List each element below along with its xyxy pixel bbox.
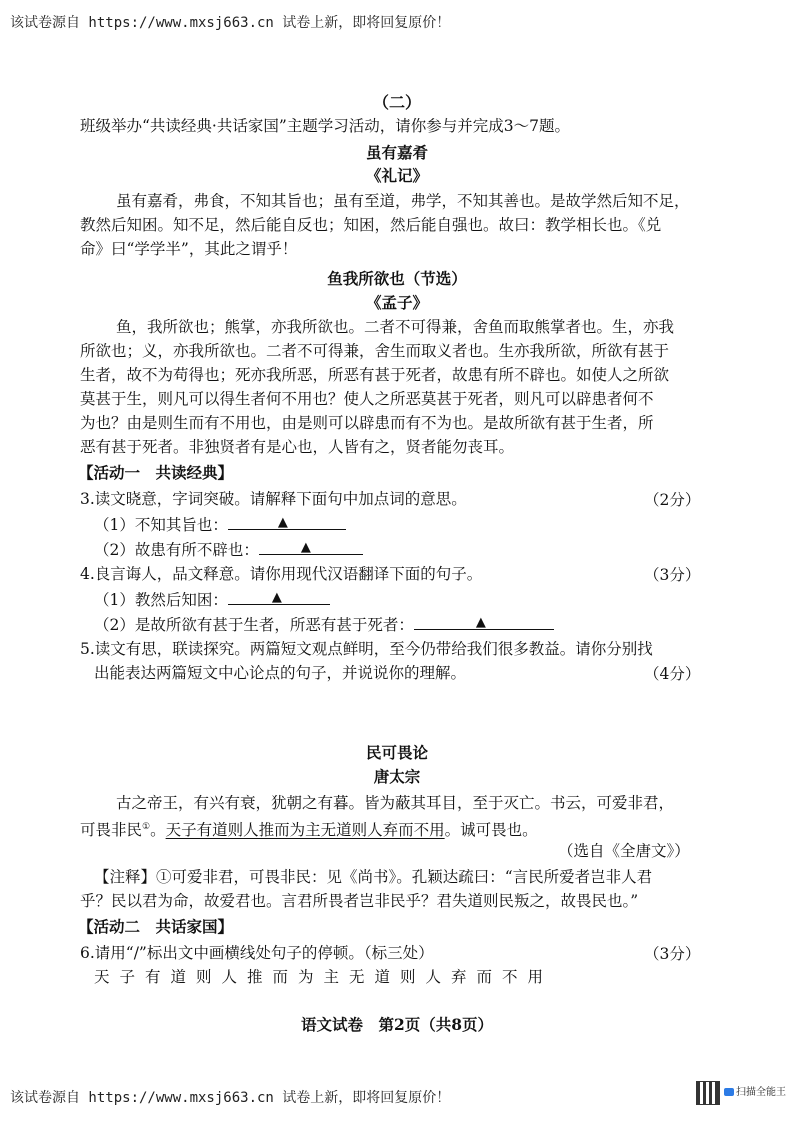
text2-author: 《孟子》 bbox=[365, 293, 428, 312]
qr-code-icon bbox=[696, 1081, 720, 1105]
text3-line-2: 可畏非民①。天子有道则人推而为主无道则人弃而不用。诚可畏也。 bbox=[80, 821, 538, 840]
activity1-heading: 【活动一 共读经典】 bbox=[78, 463, 234, 482]
triangle-marker-icon: ▲ bbox=[277, 515, 288, 530]
triangle-marker-icon: ▲ bbox=[271, 590, 282, 605]
page-footer: 语文试卷 第2页（共8页） bbox=[300, 1015, 494, 1034]
text1-line: 虽有嘉肴，弗食，不知其旨也；虽有至道，弗学，不知其善也。是故学然后知不足， bbox=[116, 192, 690, 210]
text1-line: 教然后知困。知不足，然后能自反也；知困，然后能自强也。故曰：教学相长也。《兑 bbox=[80, 216, 662, 234]
scanner-brand: 扫描全能王 bbox=[724, 1083, 786, 1098]
watermark-top: 该试卷源自 https://www.mxsj663.cn 试卷上新，即将回复原价！ bbox=[10, 15, 451, 31]
answer-blank[interactable] bbox=[414, 613, 554, 630]
text3-source: （选自《全唐文》） bbox=[558, 842, 690, 860]
text1-title: 虽有嘉肴 bbox=[365, 143, 428, 162]
watermark-bottom: 该试卷源自 https://www.mxsj663.cn 试卷上新，即将回复原价！ bbox=[10, 1090, 451, 1106]
text3-note-1: 【注释】①可爱非君，可畏非民：见《尚书》。孔颖达疏曰：“言民所爱者岂非人君 bbox=[94, 868, 653, 886]
q4-stem: 4.良言诲人，品文释意。请你用现代汉语翻译下面的句子。 bbox=[80, 565, 483, 583]
q6-sentence: 天子有道则人推而为主无道则人弃而不用 bbox=[94, 968, 554, 986]
answer-blank[interactable] bbox=[228, 588, 330, 605]
text3-line: 古之帝王，有兴有衰，犹朝之有暮。皆为蔽其耳目，至于灭亡。书云，可爱非君， bbox=[116, 794, 675, 812]
q3-item-2: （2）故患有所不辟也： ▲ bbox=[94, 538, 363, 561]
answer-blank[interactable] bbox=[259, 538, 363, 555]
q5-line-1: 5.读文有思，联读探究。两篇短文观点鲜明，至今仍带给我们很多教益。请你分别找 bbox=[80, 640, 653, 658]
scanner-logo-icon bbox=[724, 1088, 734, 1096]
triangle-marker-icon: ▲ bbox=[300, 540, 311, 555]
text1-author: 《礼记》 bbox=[365, 166, 428, 185]
section-title: （二） bbox=[372, 93, 421, 112]
q6-score: （3分） bbox=[644, 945, 701, 963]
text2-line: 所欲也；义，亦我所欲也。二者不可得兼，舍生而取义者也。生亦我所欲，所欲有甚于 bbox=[80, 342, 670, 360]
text3-note-2: 乎？民以君为命，故爱君也。言君所畏者岂非民乎？君失道则民叛之，故畏民也。” bbox=[80, 892, 639, 910]
footnote-marker: ① bbox=[142, 822, 151, 832]
q3-stem: 3.读文晓意，字词突破。请解释下面句中加点词的意思。 bbox=[80, 490, 467, 508]
text3-author: 唐太宗 bbox=[373, 767, 421, 786]
q3-item-1: （1）不知其旨也： ▲ bbox=[94, 513, 346, 536]
q5-line-2: 出能表达两篇短文中心论点的句子，并说说你的理解。 bbox=[94, 664, 467, 682]
text3-title: 民可畏论 bbox=[365, 743, 428, 762]
q4-item-2: （2）是故所欲有甚于生者，所恶有甚于死者： ▲ bbox=[94, 613, 554, 636]
text1-line: 命》曰“学学半”，其此之谓乎！ bbox=[80, 240, 298, 258]
text2-line: 生者，故不为苟得也；死亦我所恶，所恶有甚于死者，故患有所不辟也。如使人之所欲 bbox=[80, 366, 670, 384]
activity2-heading: 【活动二 共话家国】 bbox=[78, 917, 234, 936]
q4-score: （3分） bbox=[644, 566, 701, 584]
q5-score: （4分） bbox=[644, 665, 701, 683]
answer-blank[interactable] bbox=[228, 513, 346, 530]
q6-stem: 6.请用“/”标出文中画横线处句子的停顿。（标三处） bbox=[80, 944, 434, 962]
text2-title: 鱼我所欲也（节选） bbox=[327, 269, 467, 288]
text2-line: 为也？由是则生而有不用也，由是则可以辟患而有不为也。是故所欲有甚于生者，所 bbox=[80, 414, 654, 432]
text2-line: 鱼，我所欲也；熊掌，亦我所欲也。二者不可得兼，舍鱼而取熊掌者也。生，亦我 bbox=[116, 318, 675, 336]
triangle-marker-icon: ▲ bbox=[475, 615, 486, 630]
underlined-sentence: 天子有道则人推而为主无道则人弃而不用 bbox=[165, 821, 445, 840]
text2-line: 莫甚于生，则凡可以得生者何不用也？使人之所恶莫甚于死者，则凡可以辟患者何不 bbox=[80, 390, 654, 408]
text2-line: 恶有甚于死者。非独贤者有是心也，人皆有之，贤者能勿丧耳。 bbox=[80, 438, 515, 456]
intro-text: 班级举办“共读经典·共话家国”主题学习活动，请你参与并完成3～7题。 bbox=[80, 117, 571, 135]
q4-item-1: （1）教然后知困： ▲ bbox=[94, 588, 330, 611]
q3-score: （2分） bbox=[644, 491, 701, 509]
